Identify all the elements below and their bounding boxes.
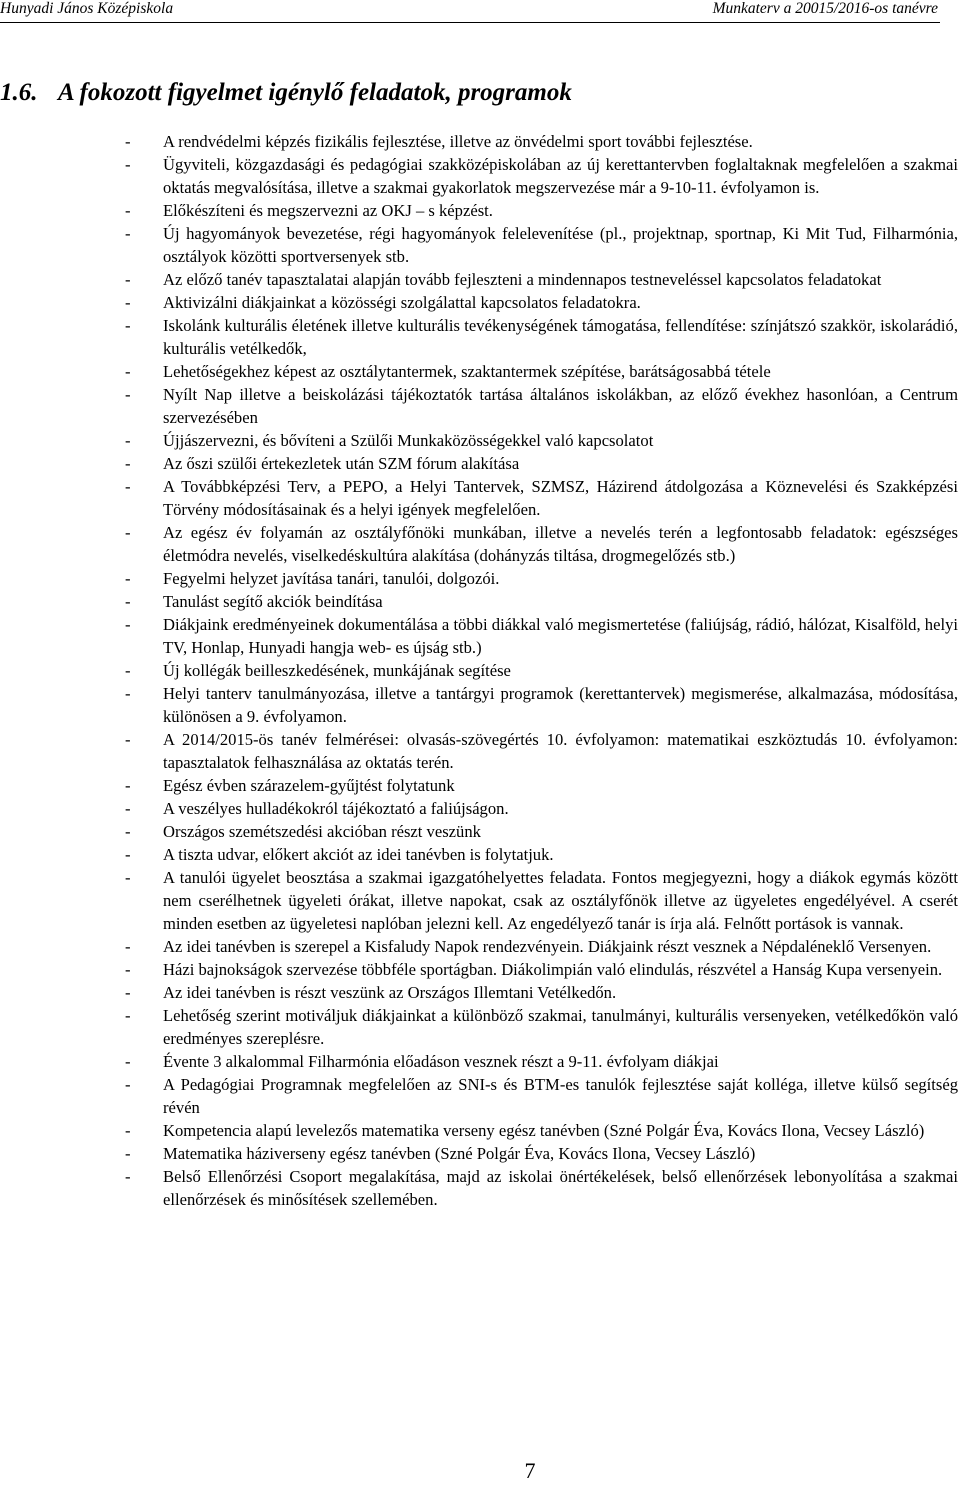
- list-item-text: Újjászervezni, és bővíteni a Szülői Munkaközösségekkel való kapcsolatot: [163, 431, 654, 450]
- list-bullet-dash: -: [125, 1052, 131, 1071]
- list-item: [0, 866, 958, 935]
- list-item-text: Az őszi szülői értekezletek után SZM fórum alakítása: [163, 454, 520, 473]
- list-bullet-dash: -: [125, 385, 131, 404]
- header-school-name: Hunyadi János Középiskola: [0, 0, 174, 17]
- list-item: [0, 268, 958, 291]
- list-item: [0, 843, 958, 866]
- list-bullet-dash: -: [125, 960, 131, 979]
- page-header: [0, 0, 960, 22]
- list-bullet-dash: -: [125, 799, 131, 818]
- list-item: [0, 521, 958, 567]
- list-item: [0, 567, 958, 590]
- list-item-text: Belső Ellenőrzési Csoport megalakítása, majd az iskolai önértékelések, belső ellenőrzések lebonyolítása a szakmai ellenőrzések és minősítések szellemében.: [163, 1167, 958, 1209]
- list-bullet-dash: -: [125, 1121, 131, 1140]
- list-item: [0, 935, 958, 958]
- list-item-text: Lehetőségekhez képest az osztálytantermek, szaktantermek szépítése, barátságosabbá tétele: [163, 362, 771, 381]
- list-item-text: Diákjaink eredményeinek dokumentálása a többi diákkal való megismertetése (faliújság, rádió, hálózat, Kisalföld, helyi TV, Honlap, Hunyadi hangja web- es újság stb.): [163, 615, 958, 657]
- list-item: [0, 1073, 958, 1119]
- list-item: [0, 981, 958, 1004]
- list-item-text: Iskolánk kulturális életének illetve kulturális tevékenységének támogatása, fellendítése: színjátszó szakkör, iskolarádió, kulturális vetélkedők,: [163, 316, 958, 358]
- list-item: [0, 314, 958, 360]
- list-item-text: Egész évben szárazelem-gyűjtést folytatunk: [163, 776, 455, 795]
- list-item-text: Kompetencia alapú levelezős matematika verseny egész tanévben (Szné Polgár Éva, Kovács Ilona, Vecsey László): [163, 1121, 925, 1140]
- list-item-text: Az idei tanévben is részt veszünk az Országos Illemtani Vetélkedőn.: [163, 983, 617, 1002]
- list-item-text: Lehetőség szerint motiváljuk diákjainkat a különböző szakmai, tanulmányi, kulturális versenyeken, vetélkedőkön való eredményes szereplésre.: [163, 1006, 958, 1048]
- list-item: [0, 1142, 958, 1165]
- list-item: [0, 1165, 958, 1211]
- list-item: [0, 728, 958, 774]
- list-item-text: Előkészíteni és megszervezni az OKJ – s képzést.: [163, 201, 493, 220]
- list-bullet-dash: -: [125, 201, 131, 220]
- list-item: [0, 360, 958, 383]
- list-item: [0, 774, 958, 797]
- section-heading: [0, 79, 940, 107]
- list-item-text: Tanulást segítő akciók beindítása: [163, 592, 383, 611]
- list-bullet-dash: -: [125, 155, 131, 174]
- list-bullet-dash: -: [125, 431, 131, 450]
- list-bullet-dash: -: [125, 362, 131, 381]
- list-bullet-dash: -: [125, 730, 131, 749]
- list-bullet-dash: -: [125, 523, 131, 542]
- list-bullet-dash: -: [125, 293, 131, 312]
- list-item: [0, 199, 958, 222]
- list-item: [0, 613, 958, 659]
- list-bullet-dash: -: [125, 983, 131, 1002]
- list-item: [0, 1050, 958, 1073]
- list-item-text: A Továbbképzési Terv, a PEPO, a Helyi Tantervek, SZMSZ, Házirend átdolgozása a Köznevelési és Szakképzési Törvény módosításainak és a helyi igények megfelelően.: [163, 477, 958, 519]
- header-divider: [0, 22, 940, 23]
- list-bullet-dash: -: [125, 822, 131, 841]
- list-item-text: A tanulói ügyelet beosztása a szakmai igazgatóhelyettes feladata. Fontos megjegyezni, hogy a diákok egymás között nem cserélhetnek ügyeleti órákat, illetve napokat, csak az osztályfőnök illetve az ügyeletes engedélyével. A cserét minden esetben az ügyeletesi naplóban jelezni kell. Az engedélyező tanár is írja alá. Felnőtt portások is vannak.: [163, 868, 958, 933]
- list-bullet-dash: -: [125, 316, 131, 335]
- list-bullet-dash: -: [125, 615, 131, 634]
- list-item-text: A 2014/2015-ös tanév felmérései: olvasás-szövegértés 10. évfolyamon: matematikai eszköztudás 10. évfolyamon: tapasztalatok felhasználása az oktatás terén.: [163, 730, 958, 772]
- list-item-text: A Pedagógiai Programnak megfelelően az SNI-s és BTM-es tanulók fejlesztése saját kollégа, illetve külső segítség révén: [163, 1075, 958, 1117]
- list-item-text: Matematika háziverseny egész tanévben (Szné Polgár Éva, Kovács Ilona, Vecsey László): [163, 1144, 756, 1163]
- list-item: [0, 820, 958, 843]
- list-item-text: Új kollégák beilleszkedésének, munkájának segítése: [163, 661, 511, 680]
- list-bullet-dash: -: [125, 1167, 131, 1186]
- list-bullet-dash: -: [125, 776, 131, 795]
- list-item-text: Új hagyományok bevezetése, régi hagyományok felelevenítése (pl., projektnap, sportnap, Ki Mit Tud, Filharmónia, osztályok közötti sportversenyek stb.: [163, 224, 958, 266]
- list-bullet-dash: -: [125, 1144, 131, 1163]
- list-item: [0, 1119, 958, 1142]
- list-item: [0, 291, 958, 314]
- list-bullet-dash: -: [125, 845, 131, 864]
- list-item: [0, 1004, 958, 1050]
- list-item-text: A rendvédelmi képzés fizikális fejlesztése, illetve az önvédelmi sport további fejlesztése.: [163, 132, 753, 151]
- list-item-text: Országos szemétszedési akcióban részt veszünk: [163, 822, 481, 841]
- list-item: [0, 958, 958, 981]
- list-item: [0, 383, 958, 429]
- list-bullet-dash: -: [125, 1006, 131, 1025]
- list-item-text: Házi bajnokságok szervezése többféle sportágban. Diákolimpián való elindulás, részvétel a Hanság Kupa versenyein.: [163, 960, 943, 979]
- list-bullet-dash: -: [125, 569, 131, 588]
- list-item-text: Ügyviteli, közgazdasági és pedagógiai szakközépiskolában az új kerettantervben foglaltaknak megfelelően a szakmai oktatás megvalósítása, illetve a szakmai gyakorlatok megszervezése már a 9-10-11. évfolyamon is.: [163, 155, 958, 197]
- list-bullet-dash: -: [125, 224, 131, 243]
- list-item: [0, 475, 958, 521]
- page-number: 7: [524, 1458, 536, 1483]
- list-item-text: Az előző tanév tapasztalatai alapján tovább fejleszteni a mindennapos testneveléssel kapcsolatos feladatokat: [163, 270, 882, 289]
- list-item-text: Aktivizálni diákjainkat a közösségi szolgálattal kapcsolatos feladatokra.: [163, 293, 641, 312]
- list-item: [0, 797, 958, 820]
- task-list: [0, 130, 958, 1211]
- list-bullet-dash: -: [125, 684, 131, 703]
- list-bullet-dash: -: [125, 868, 131, 887]
- list-item: [0, 590, 958, 613]
- list-item-text: A tiszta udvar, előkert akciót az idei tanévben is folytatjuk.: [163, 845, 554, 864]
- list-bullet-dash: -: [125, 270, 131, 289]
- list-item: [0, 429, 958, 452]
- list-bullet-dash: -: [125, 661, 131, 680]
- list-bullet-dash: -: [125, 132, 131, 151]
- list-item: [0, 452, 958, 475]
- list-bullet-dash: -: [125, 592, 131, 611]
- list-bullet-dash: -: [125, 477, 131, 496]
- list-item-text: Az egész év folyamán az osztályfőnöki munkában, illetve a nevelés terén a legfontosabb feladatok: egészséges életmódra nevelés, viselkedéskultúra alakítása (dohányzás tiltása, drogmegelőzés stb.): [163, 523, 958, 565]
- list-bullet-dash: -: [125, 1075, 131, 1094]
- list-item-text: Helyi tanterv tanulmányozása, illetve a tantárgyi programok (kerettantervek) megismerése, alkalmazása, módosítása, különösen a 9. évfolyamon.: [163, 684, 958, 726]
- list-item: [0, 222, 958, 268]
- list-item: [0, 682, 958, 728]
- list-item-text: Nyílt Nap illetve a beiskolázási tájékoztatók tartása általános iskolákban, az előző évekhez hasonlóan, a Centrum szervezésében: [163, 385, 958, 427]
- list-item-text: Fegyelmi helyzet javítása tanári, tanulói, dolgozói.: [163, 569, 500, 588]
- list-item: [0, 659, 958, 682]
- section-title: A fokozott figyelmet igénylő feladatok, programok: [58, 79, 572, 106]
- list-item-text: Évente 3 alkalommal Filharmónia előadáson vesznek részt a 9-11. évfolyam diákjai: [163, 1052, 719, 1071]
- header-document-title: Munkaterv a 20015/2016-os tanévre: [712, 0, 938, 17]
- list-item-text: Az idei tanévben is szerepel a Kisfaludy Napok rendezvényein. Diákjaink részt vesznek a Népdaléneklő Versenyen.: [163, 937, 932, 956]
- list-item: [0, 153, 958, 199]
- list-item: [0, 130, 958, 153]
- list-bullet-dash: -: [125, 937, 131, 956]
- section-number: 1.6.: [0, 79, 38, 106]
- list-bullet-dash: -: [125, 454, 131, 473]
- list-item-text: A veszélyes hulladékokról tájékoztató a faliújságon.: [163, 799, 509, 818]
